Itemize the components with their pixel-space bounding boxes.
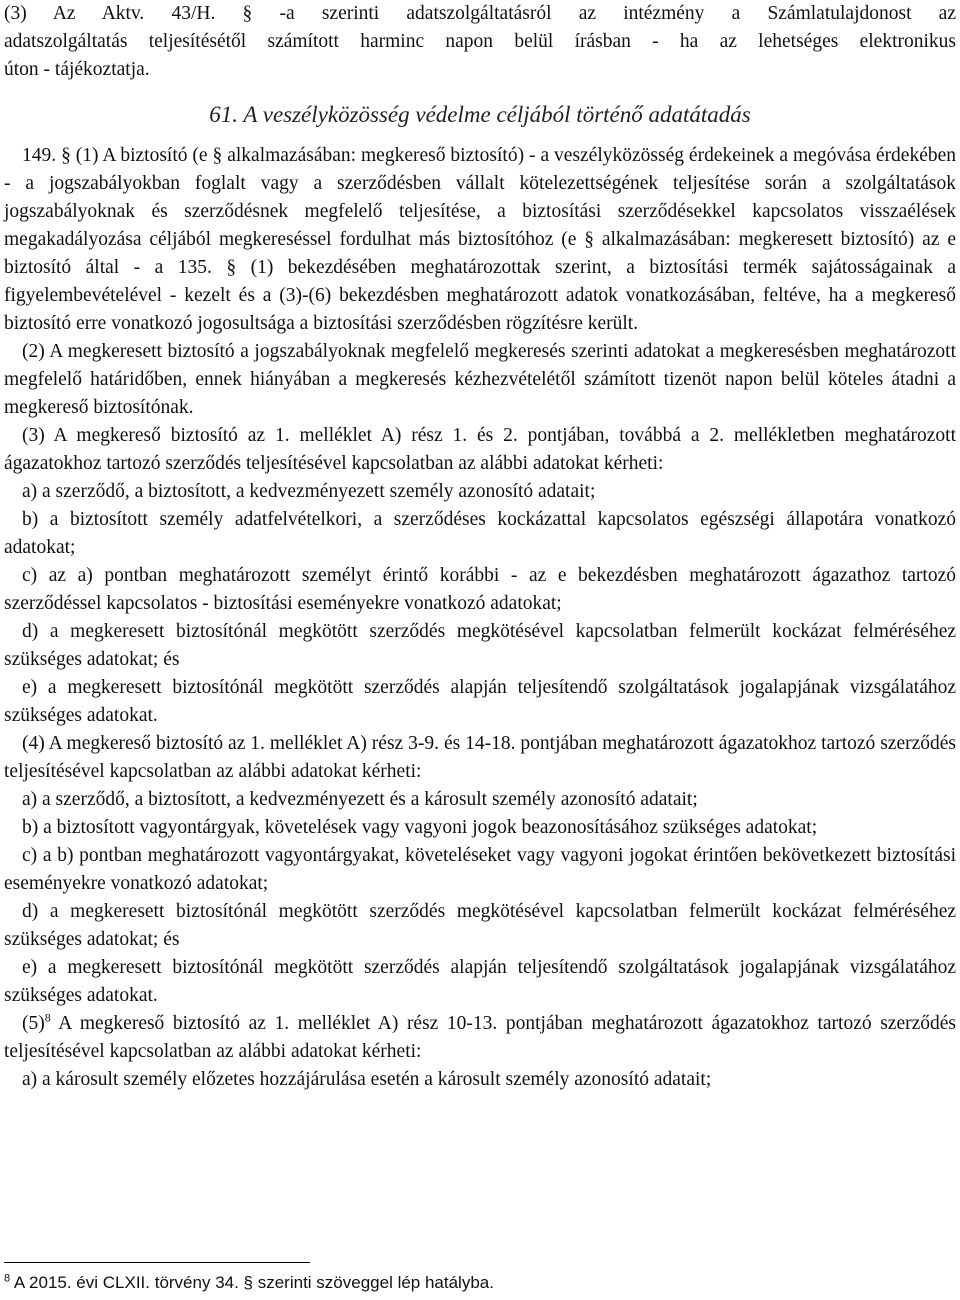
list-item: a) a szerződő, a biztosított, a kedvezményezett és a károsult személy azonosító adatait; — [22, 789, 698, 810]
section-heading: 61. A veszélyközösség védelme céljából történő adatátadás — [209, 102, 751, 127]
list-item: a) a károsult személy előzetes hozzájárulása esetén a károsult személy azonosító adatait; — [22, 1069, 712, 1090]
top-paragraph-line-1: (3) Az Aktv. 43/H. § -a szerinti adatszolgáltatásról az intézmény a Számlatulajdonost az — [4, 3, 956, 24]
paragraph-5-prefix: (5) — [22, 1013, 45, 1034]
footnote — [4, 1272, 494, 1294]
article-paragraph-2: (2) A megkeresett biztosító a jogszabályoknak megfelelő megkeresés szerinti adatokat a megkeresésben meghatározott megfelelő határidőben, ennek hiányában a megkeresés kézhezvételétől számított tizenöt napon belül köteles átadni a megkereső biztosítónak. — [4, 341, 956, 418]
document-page — [4, 0, 956, 1094]
list-item: b) a biztosított vagyontárgyak, követelések vagy vagyoni jogok beazonosításához szükséges adatokat; — [22, 817, 818, 838]
top-paragraph-line-3: úton - tájékoztatja. — [4, 59, 150, 80]
paragraph-5-text: A megkereső biztosító az 1. melléklet A) rész 10-13. pontjában meghatározott ágazatokhoz tartozó szerződés teljesítésével kapcsolatban az alábbi adatokat kérheti: — [4, 1013, 956, 1062]
list-item: d) a megkeresett biztosítónál megkötött szerződés megkötésével kapcsolatban felmerült kockázat felméréséhez szükséges adatokat; és — [4, 621, 956, 670]
list-item: b) a biztosított személy adatfelvételkori, a szerződéses kockázattal kapcsolatos egészségi állapotára vonatkozó adatokat; — [4, 509, 956, 558]
footnote-separator — [4, 1262, 310, 1263]
top-paragraph-line-2: adatszolgáltatás teljesítésétől számított harminc napon belül írásban - ha az lehetséges elektronikus — [4, 31, 956, 52]
list-item: d) a megkeresett biztosítónál megkötött szerződés megkötésével kapcsolatban felmerült kockázat felméréséhez szükséges adatokat; és — [4, 901, 956, 950]
article-paragraph-3: (3) A megkereső biztosító az 1. melléklet A) rész 1. és 2. pontjában, továbbá a 2. mellékletben meghatározott ágazatokhoz tartozó szerződés teljesítésével kapcsolatban az alábbi adatokat kérheti: — [4, 425, 956, 474]
article-paragraph-4: (4) A megkereső biztosító az 1. melléklet A) rész 3-9. és 14-18. pontjában meghatározott ágazatokhoz tartozó szerződés teljesítésével kapcsolatban az alábbi adatokat kérheti: — [4, 733, 956, 782]
footnote-text: A 2015. évi CLXII. törvény 34. § szerinti szöveggel lép hatályba. — [10, 1273, 494, 1292]
list-item: e) a megkeresett biztosítónál megkötött szerződés alapján teljesítendő szolgáltatások jogalapjának vizsgálatához szükséges adatokat. — [4, 957, 956, 1006]
list-item: a) a szerződő, a biztosított, a kedvezményezett személy azonosító adatait; — [22, 481, 596, 502]
list-item: c) a b) pontban meghatározott vagyontárgyakat, követeléseket vagy vagyoni jogokat érintően bekövetkezett biztosítási eseményekre vonatkozó adatokat; — [4, 845, 956, 894]
list-item: e) a megkeresett biztosítónál megkötött szerződés alapján teljesítendő szolgáltatások jogalapjának vizsgálatához szükséges adatokat. — [4, 677, 956, 726]
article-paragraph-1-text: (1) A biztosító (e § alkalmazásában: megkereső biztosító) - a veszélyközösség érdekeinek a megóvása érdekében - a jogszabályokban foglalt vagy a szerződésben vállalt kötelezettségének teljesítése során a szolgáltatások jogszabályoknak és szerződésnek megfelelő teljesítése, a biztosítási szerződésekkel kapcsolatos visszaélések megakadályozása céljából megkereséssel fordulhat más biztosítóhoz (e § alkalmazásában: megkeresett biztosító) az e biztosító által - a 135. § (1) bekezdésében meghatározottak szerint, a biztosítási termék sajátosságainak a figyelembevételével - kezelt és a (3)-(6) bekezdésben meghatározott adatok vonatkozásában, feltéve, ha a megkereső biztosító erre vonatkozó jogosultsága a biztosítási szerződésben rögzítésre került. — [4, 145, 957, 334]
article-paragraph-5 — [4, 1010, 956, 1066]
article-number: 149. § — [22, 145, 71, 166]
article-paragraph-1 — [4, 142, 956, 338]
list-item: c) az a) pontban meghatározott személyt érintő korábbi - az e bekezdésben meghatározott ágazathoz tartozó szerződéssel kapcsolatos - biztosítási eseményekre vonatkozó adatokat; — [4, 565, 956, 614]
footnote-reference[interactable]: 8 — [44, 1010, 51, 1025]
footnote-mark: 8 — [4, 1272, 11, 1285]
